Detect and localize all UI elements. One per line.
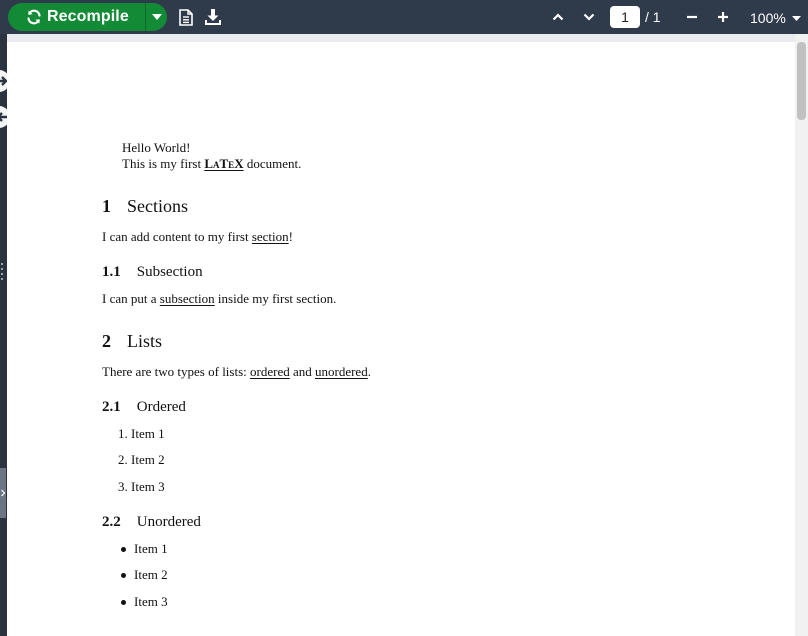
chevron-down-icon xyxy=(583,13,595,21)
zoom-in-button[interactable] xyxy=(713,7,733,27)
section-link[interactable]: section xyxy=(251,229,289,244)
caret-down-icon xyxy=(152,14,162,20)
chevron-right-icon xyxy=(1,489,5,497)
list-item: Item 3 xyxy=(121,594,168,610)
list-item: Item 1 xyxy=(121,541,168,557)
view-logs-button[interactable] xyxy=(176,7,196,27)
list-item: 2. Item 2 xyxy=(118,452,165,467)
list-item: Item 2 xyxy=(121,567,168,583)
pdf-viewer[interactable] xyxy=(7,34,808,636)
section-paragraph: There are two types of lists: ordered and unordered. xyxy=(102,364,371,379)
latex-link[interactable]: LaTeX xyxy=(204,156,244,171)
file-text-icon xyxy=(179,9,193,26)
page-number-input[interactable] xyxy=(610,6,640,28)
latex-document xyxy=(7,42,795,636)
bullet-icon xyxy=(121,573,126,578)
vertical-scrollbar[interactable] xyxy=(795,34,808,636)
list-item: 1. Item 1 xyxy=(118,426,165,441)
recompile-button-group xyxy=(8,3,167,31)
section-heading: 1 Sections xyxy=(102,196,188,216)
pdf-page xyxy=(7,42,795,636)
refresh-icon xyxy=(26,9,42,25)
caret-down-icon xyxy=(792,16,801,21)
plus-icon xyxy=(717,11,729,23)
subsection-heading: 1.1 Subsection xyxy=(102,264,203,280)
scrollbar-thumb[interactable] xyxy=(797,42,806,120)
bullet-icon xyxy=(121,600,126,605)
recompile-options-button[interactable] xyxy=(146,3,167,31)
recompile-label: Recompile xyxy=(47,8,129,25)
zoom-select[interactable] xyxy=(750,8,801,28)
intro-line: Hello World! xyxy=(122,140,191,155)
chevron-up-icon xyxy=(552,13,564,21)
ordered-link[interactable]: ordered xyxy=(250,364,290,379)
recompile-button[interactable] xyxy=(8,3,144,31)
resize-grip-icon[interactable] xyxy=(0,262,6,280)
zoom-out-button[interactable] xyxy=(682,7,702,27)
minus-icon xyxy=(686,11,698,23)
section-paragraph: I can add content to my first section! xyxy=(102,229,293,244)
subsection-link[interactable]: subsection xyxy=(159,291,215,306)
subsection-paragraph: I can put a subsection inside my first section. xyxy=(102,291,337,306)
pdf-toolbar xyxy=(0,0,808,34)
page-total: / 1 xyxy=(645,9,661,25)
download-icon xyxy=(205,9,221,25)
editor-divider[interactable] xyxy=(0,34,7,636)
bullet-icon xyxy=(121,547,126,552)
subsection-heading: 2.2 Unordered xyxy=(102,514,201,530)
list-item: 3. Item 3 xyxy=(118,479,165,494)
collapse-pdf-button[interactable] xyxy=(0,468,6,518)
intro-line: This is my first LaTeX document. xyxy=(122,156,302,171)
section-heading: 2 Lists xyxy=(102,331,163,351)
zoom-level: 100% xyxy=(750,10,786,26)
subsection-heading: 2.1 Ordered xyxy=(102,399,186,415)
next-page-button[interactable] xyxy=(579,7,599,27)
previous-page-button[interactable] xyxy=(548,7,568,27)
download-pdf-button[interactable] xyxy=(203,7,223,27)
unordered-link[interactable]: unordered xyxy=(315,364,368,379)
